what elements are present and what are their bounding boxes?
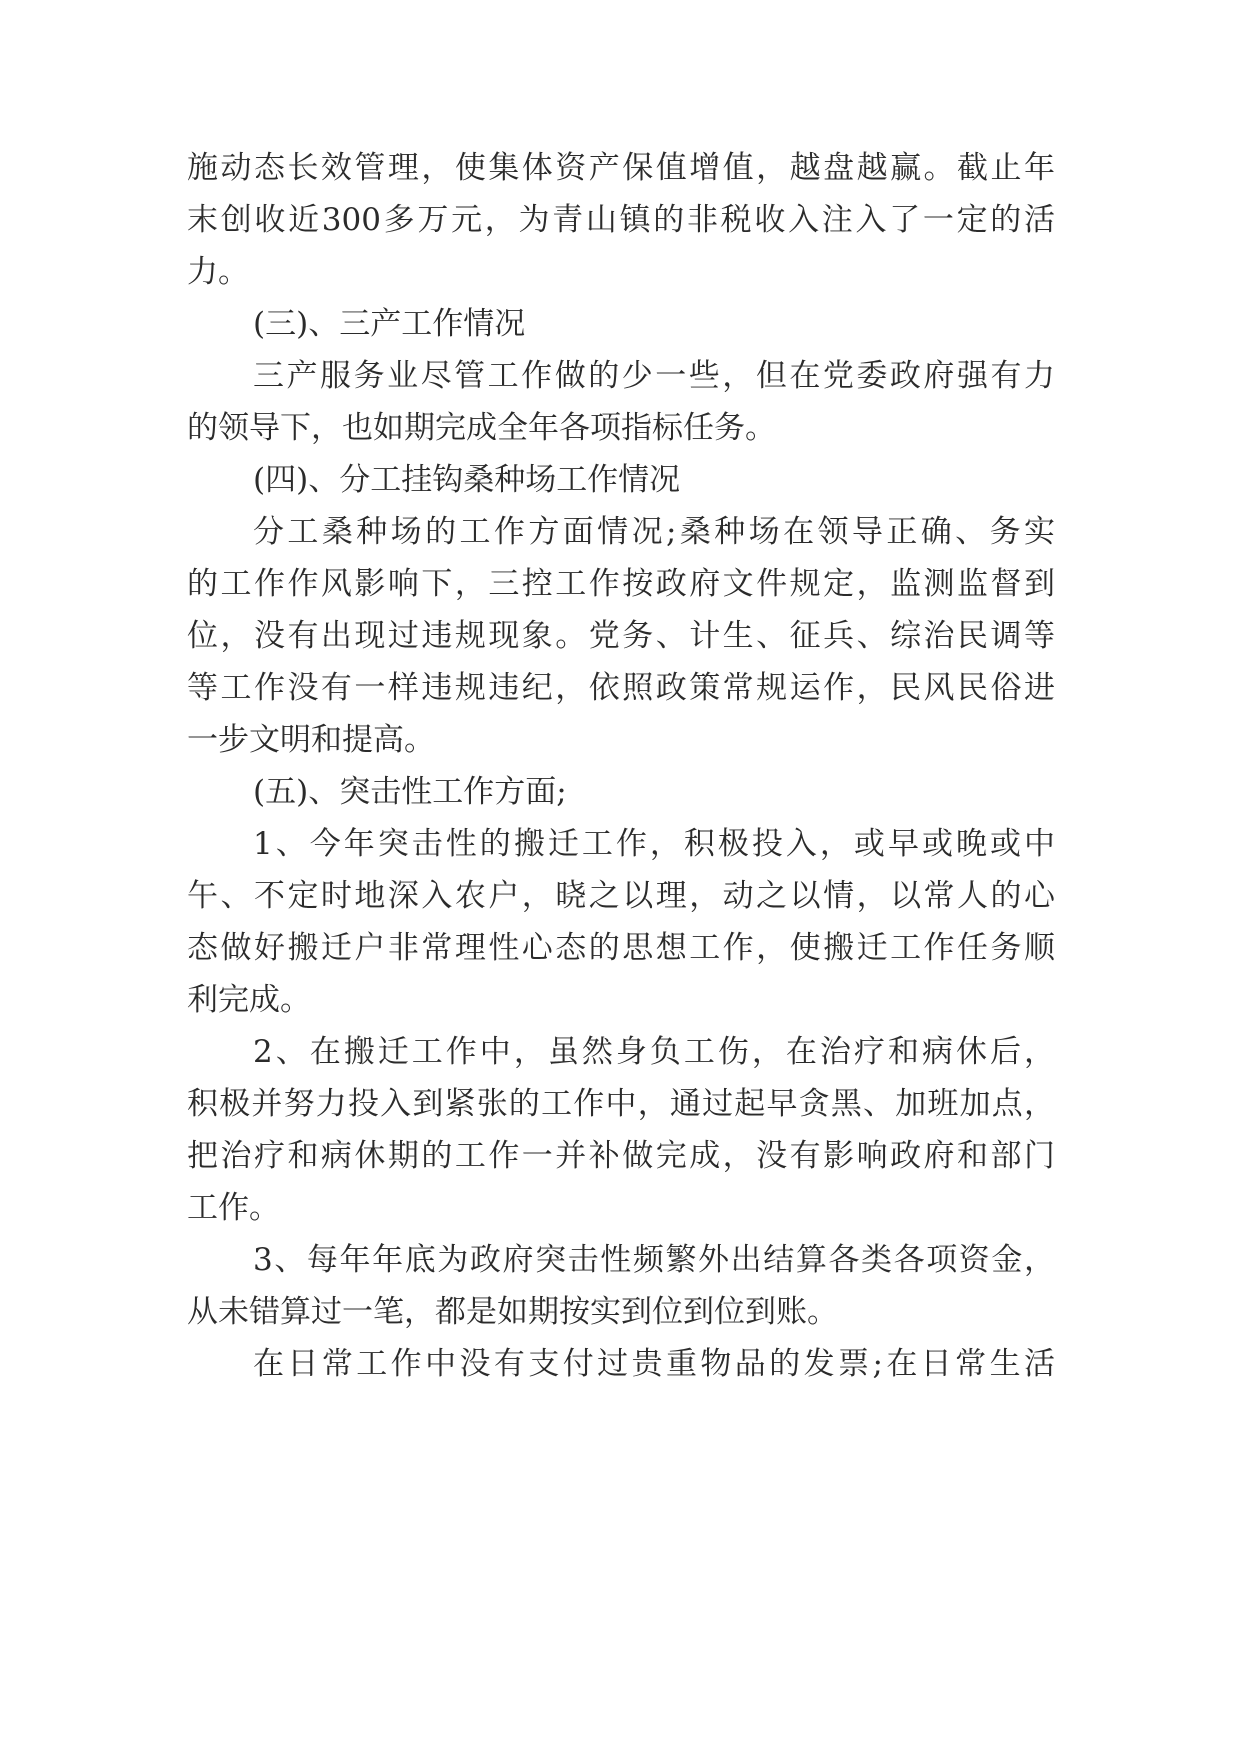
body-text-line: 3、每年年底为政府突击性频繁外出结算各类各项资金， [253,1242,1055,1278]
body-text-line: 的领导下，也如期完成全年各项指标任务。 [187,410,776,446]
body-text-line: 位，没有出现过违规现象。党务、计生、征兵、综治民调等 [187,618,1055,654]
section-heading: (三)、三产工作情况 [253,306,526,342]
section-heading: (五)、突击性工作方面; [253,774,567,810]
body-text-line: 末创收近300多万元，为青山镇的非税收入注入了一定的活 [187,202,1055,238]
body-text-line: 施动态长效管理，使集体资产保值增值，越盘越赢。截止年 [187,150,1055,186]
body-text-line: 工作。 [187,1190,280,1226]
body-text-line: 等工作没有一样违规违纪，依照政策常规运作，民风民俗进 [187,670,1055,706]
body-text-line: 把治疗和病休期的工作一并补做完成，没有影响政府和部门 [187,1138,1055,1174]
body-text-line: 力。 [187,254,249,290]
body-text-line: 的工作作风影响下，三控工作按政府文件规定，监测监督到 [187,566,1055,602]
body-text-line: 一步文明和提高。 [187,722,435,758]
body-text-line: 1、今年突击性的搬迁工作，积极投入，或早或晚或中 [253,826,1055,862]
body-text-line: 2、在搬迁工作中，虽然身负工伤，在治疗和病休后， [253,1034,1055,1070]
body-text-line: 从未错算过一笔，都是如期按实到位到位到账。 [187,1294,838,1330]
body-text-line: 利完成。 [187,982,311,1018]
body-text-line: 分工桑种场的工作方面情况;桑种场在领导正确、务实 [253,514,1055,550]
body-text-line: 在日常工作中没有支付过贵重物品的发票;在日常生活 [253,1346,1055,1382]
section-heading: (四)、分工挂钩桑种场工作情况 [253,462,681,498]
body-text-line: 三产服务业尽管工作做的少一些，但在党委政府强有力 [253,358,1055,394]
body-text-line: 午、不定时地深入农户，晓之以理，动之以情，以常人的心 [187,878,1055,914]
body-text-line: 态做好搬迁户非常理性心态的思想工作，使搬迁工作任务顺 [187,930,1055,966]
body-text-line: 积极并努力投入到紧张的工作中，通过起早贪黑、加班加点， [187,1086,1055,1122]
